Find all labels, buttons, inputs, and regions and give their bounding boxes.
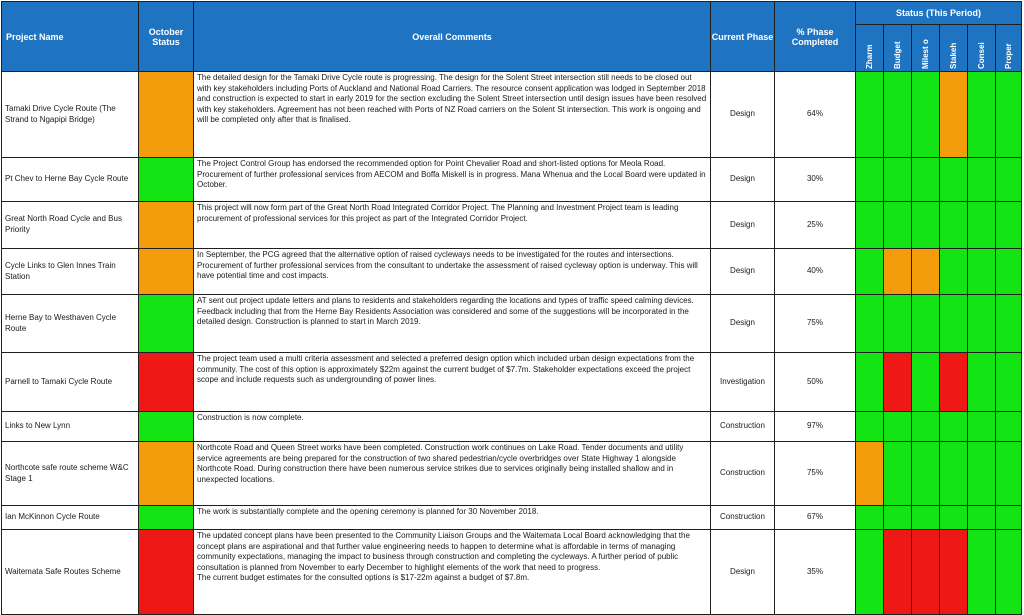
status-cell [996, 353, 1022, 412]
project-name-cell: Herne Bay to Westhaven Cycle Route [2, 295, 139, 353]
header-status-col [996, 25, 1022, 72]
comments-cell: The work is substantially complete and the opening ceremony is planned for 30 November 2018. [194, 506, 711, 530]
current-phase-cell: Construction [711, 506, 775, 530]
header-october-status: October Status [139, 2, 194, 72]
pct-completed-cell: 30% [775, 158, 856, 202]
comments-cell: The updated concept plans have been presented to the Community Liaison Groups and the Waitemata Local Board acknowledging that the concept plans are aspirational and that further value engineering needs to happen to determine what is affordable in terms of managing community expectations, managing the impact to business through construction and completing the cycleways. A further period of public consultation is planned from November to early December to highlight elements of the work that need to progress. The current budget estimates for the consulted options is $17-22m against a budget of $7.8m. [194, 530, 711, 615]
status-cell [856, 72, 884, 158]
october-status-cell [139, 295, 194, 353]
header-status-col [940, 25, 968, 72]
header-overall-comments: Overall Comments [194, 2, 711, 72]
status-cell [884, 72, 912, 158]
table-row [2, 442, 1022, 506]
pct-completed-cell: 75% [775, 295, 856, 353]
comments-cell: Construction is now complete. [194, 412, 711, 442]
status-cell [996, 506, 1022, 530]
status-cell [884, 295, 912, 353]
status-cell [884, 158, 912, 202]
status-cell [912, 442, 940, 506]
status-cell [856, 158, 884, 202]
october-status-cell [139, 72, 194, 158]
october-status-cell [139, 353, 194, 412]
comments-cell: In September, the PCG agreed that the alternative option of raised cycleways needs to be investigated for the routes and intersections. Procurement of further professional services from the consultant to undertake the assessment of raised cycleway option is underway. This will have potential time and cost impacts. [194, 249, 711, 295]
header-current-phase: Current Phase [711, 2, 775, 72]
pct-completed-cell: 97% [775, 412, 856, 442]
project-name-cell: Northcote safe route scheme W&C Stage 1 [2, 442, 139, 506]
status-cell [912, 412, 940, 442]
project-name-cell: Great North Road Cycle and Bus Priority [2, 202, 139, 249]
comments-cell: The project team used a multi criteria assessment and selected a preferred design option which included urban design expectations from the community. The cost of this option is approximately $22m against the current budget of $7.7m. Stakeholder expectations exceed the project scope and include requests such as undergrounding of power lines. [194, 353, 711, 412]
status-cell [968, 412, 996, 442]
status-cell [940, 295, 968, 353]
project-status-table [1, 1, 1022, 615]
comments-cell: AT sent out project update letters and plans to residents and stakeholders regarding the locations and types of traffic speed calming devices. Feedback including that from the Herne Bay Residents Association was considered and some of the suggestions will be incorporated in the detailed design. Construction is planned to start in March 2019. [194, 295, 711, 353]
header-status-this-period: Status (This Period) [856, 2, 1022, 25]
status-cell [912, 506, 940, 530]
status-cell [884, 530, 912, 615]
current-phase-cell: Construction [711, 442, 775, 506]
status-cell [940, 412, 968, 442]
status-cell [912, 72, 940, 158]
status-cell [912, 530, 940, 615]
october-status-cell [139, 506, 194, 530]
status-cell [996, 249, 1022, 295]
header-pct-phase-completed: % Phase Completed [775, 2, 856, 72]
status-cell [856, 506, 884, 530]
table-row [2, 158, 1022, 202]
current-phase-cell: Design [711, 295, 775, 353]
status-cell [856, 202, 884, 249]
header-status-col-label: Proper [1004, 43, 1014, 69]
current-phase-cell: Design [711, 72, 775, 158]
status-cell [968, 353, 996, 412]
status-cell [912, 202, 940, 249]
current-phase-cell: Design [711, 158, 775, 202]
table-row [2, 249, 1022, 295]
status-cell [940, 530, 968, 615]
status-cell [968, 202, 996, 249]
status-cell [968, 442, 996, 506]
status-cell [996, 202, 1022, 249]
current-phase-cell: Design [711, 530, 775, 615]
table-row [2, 202, 1022, 249]
current-phase-cell: Design [711, 202, 775, 249]
status-cell [884, 506, 912, 530]
status-cell [912, 249, 940, 295]
status-cell [996, 412, 1022, 442]
october-status-cell [139, 530, 194, 615]
status-cell [996, 295, 1022, 353]
status-cell [940, 353, 968, 412]
header-status-col-label: Budget [893, 41, 902, 69]
status-cell [856, 412, 884, 442]
header-project-name: Project Name [2, 2, 139, 72]
status-cell [940, 158, 968, 202]
table-row [2, 506, 1022, 530]
status-cell [884, 202, 912, 249]
comments-cell: The detailed design for the Tamaki Drive Cycle route is progressing. The design for the Solent Street intersection still needs to be closed out with key stakeholders including Ports of Auckland and National Road Carriers. The resource consent application was lodged in September 2018 and construction is expected to start in early 2019 for the section excluding the Solent Street intersection until design issues have been resolved with key stakeholders. Agreement has not been reached with Ports of NZ Road carriers on the Solent St intersection. This work is ongoing and will be completed only after that is finalised. [194, 72, 711, 158]
comments-cell: This project will now form part of the Great North Road Integrated Corridor Project. The Planning and Investment Project team is leading procurement of professional services for this project as part of the Integrated Corridor Project. [194, 202, 711, 249]
table-row [2, 72, 1022, 158]
pct-completed-cell: 35% [775, 530, 856, 615]
header-status-col [884, 25, 912, 72]
header-status-col-label: Stakeh [949, 42, 958, 69]
pct-completed-cell: 25% [775, 202, 856, 249]
october-status-cell [139, 158, 194, 202]
header-status-col-label: Zharm [865, 44, 874, 69]
status-cell [884, 249, 912, 295]
comments-cell: Northcote Road and Queen Street works have been completed. Construction work continues on Lake Road. Tender documents and utility service agreements are being prepared for the construction of two shared pedestrian/cycle overbridges over State Highway 1 alongside Northcote Road. During construction there have been numerous service strikes due to services originally being installed shallow and in unexpected locations. [194, 442, 711, 506]
status-cell [912, 295, 940, 353]
status-cell [940, 506, 968, 530]
header-status-col [968, 25, 996, 72]
status-cell [856, 530, 884, 615]
october-status-cell [139, 412, 194, 442]
pct-completed-cell: 40% [775, 249, 856, 295]
status-cell [884, 442, 912, 506]
status-cell [884, 353, 912, 412]
current-phase-cell: Construction [711, 412, 775, 442]
pct-completed-cell: 64% [775, 72, 856, 158]
status-cell [968, 158, 996, 202]
project-name-cell: Links to New Lynn [2, 412, 139, 442]
status-cell [996, 442, 1022, 506]
status-cell [996, 158, 1022, 202]
status-cell [968, 249, 996, 295]
status-cell [968, 72, 996, 158]
table-row [2, 412, 1022, 442]
table-row [2, 530, 1022, 615]
project-name-cell: Pt Chev to Herne Bay Cycle Route [2, 158, 139, 202]
status-cell [996, 530, 1022, 615]
status-cell [856, 353, 884, 412]
status-cell [940, 202, 968, 249]
header-status-col [912, 25, 940, 72]
current-phase-cell: Investigation [711, 353, 775, 412]
status-cell [856, 295, 884, 353]
pct-completed-cell: 50% [775, 353, 856, 412]
status-cell [940, 72, 968, 158]
project-name-cell: Waitemata Safe Routes Scheme [2, 530, 139, 615]
status-cell [884, 412, 912, 442]
status-cell [940, 249, 968, 295]
project-name-cell: Tamaki Drive Cycle Route (The Strand to Ngapipi Bridge) [2, 72, 139, 158]
status-cell [968, 530, 996, 615]
header-status-col-label: Consei [977, 42, 986, 69]
status-cell [940, 442, 968, 506]
status-cell [968, 295, 996, 353]
project-name-cell: Parnell to Tamaki Cycle Route [2, 353, 139, 412]
status-cell [856, 249, 884, 295]
status-cell [912, 158, 940, 202]
table-row [2, 295, 1022, 353]
project-name-cell: Ian McKinnon Cycle Route [2, 506, 139, 530]
pct-completed-cell: 75% [775, 442, 856, 506]
project-name-cell: Cycle Links to Glen Innes Train Station [2, 249, 139, 295]
status-cell [856, 442, 884, 506]
pct-completed-cell: 67% [775, 506, 856, 530]
table-row [2, 353, 1022, 412]
october-status-cell [139, 249, 194, 295]
october-status-cell [139, 202, 194, 249]
header-status-col-label: Milest o [921, 39, 930, 69]
header-status-col [856, 25, 884, 72]
october-status-cell [139, 442, 194, 506]
status-cell [912, 353, 940, 412]
status-cell [968, 506, 996, 530]
current-phase-cell: Design [711, 249, 775, 295]
comments-cell: The Project Control Group has endorsed the recommended option for Point Chevalier Road and short-listed options for Meola Road. Procurement of further professional services from AECOM and Boffa Miskell is in progress. Mana Whenua and the Local Board were updated in October. [194, 158, 711, 202]
status-cell [996, 72, 1022, 158]
